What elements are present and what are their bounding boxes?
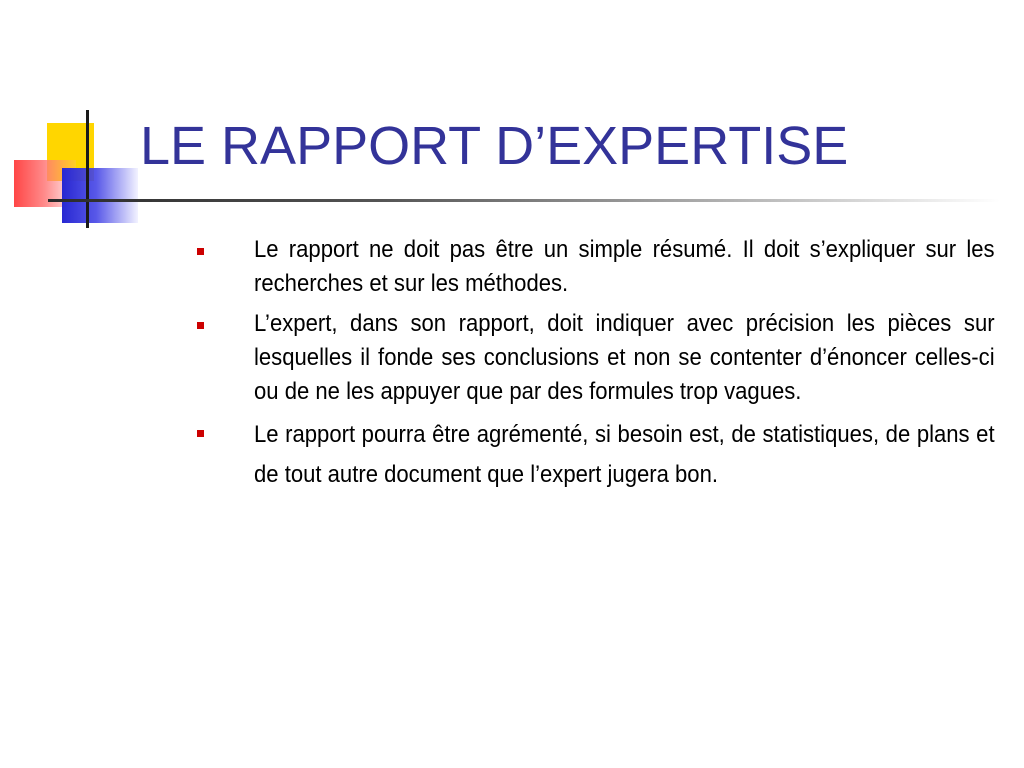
bullet-item: [195, 415, 995, 495]
bullet-text: L’expert, dans son rapport, doit indiquer avec précision les pièces sur lesquelles il fonde ses conclusions et non se contenter d’énoncer celles-ci ou de ne les appuyer que par des formules trop vagues.: [254, 310, 995, 405]
bullet-item: [195, 233, 995, 301]
square-bullet-icon: [197, 322, 204, 329]
square-bullet-icon: [197, 430, 204, 437]
title-underline: [48, 199, 1000, 202]
bullet-list: [195, 233, 995, 501]
slide-title: LE RAPPORT D’EXPERTISE: [140, 116, 849, 176]
bullet-text: Le rapport pourra être agrémenté, si besoin est, de statistiques, de plans et de tout autre document que l’expert jugera bon.: [254, 421, 995, 488]
bullet-text: Le rapport ne doit pas être un simple résumé. Il doit s’expliquer sur les recherches et sur les méthodes.: [254, 236, 995, 297]
bullet-item: [195, 307, 995, 409]
decorative-vertical-line: [86, 110, 89, 228]
decorative-blue-square: [62, 168, 138, 223]
square-bullet-icon: [197, 248, 204, 255]
